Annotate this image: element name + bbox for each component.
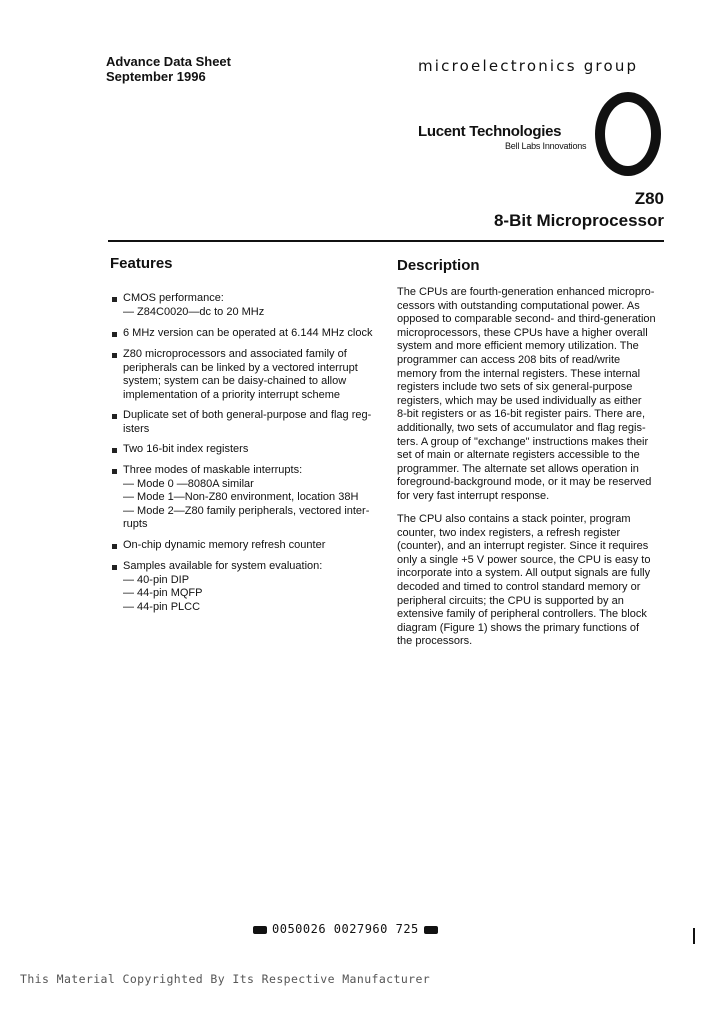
bullet-icon [112,448,117,453]
description-line: the processors. [397,635,473,648]
document-header [106,54,231,84]
group-name: microelectronics group [418,57,639,75]
company-tagline: Bell Labs Innovations [505,141,587,151]
description-line: system and more efficient memory utilization. The [397,340,639,353]
feature-line: CMOS performance: [123,292,224,304]
description-line: (counter), and an interrupt register. Since it requires [397,540,649,553]
feature-line: — Mode 2—Z80 family peripherals, vectored inter- [123,504,370,517]
feature-line: implementation of a priority interrupt scheme [123,388,341,401]
description-line: additionally, two sets of accumulator and flag regis- [397,422,646,434]
feature-line: — Mode 1—Non-Z80 environment, location 38H [123,491,359,504]
description-line: registers, which may be used individually as either [397,394,642,407]
feature-line: 6 MHz version can be operated at 6.144 MHz clock [123,327,373,339]
description-line: memory from the internal registers. These internal [397,367,641,380]
description-line: foreground-background mode, or it may be reserved [397,476,652,489]
feature-line: — 44-pin MQFP [123,587,203,600]
feature-line: — 44-pin PLCC [123,600,201,613]
description-line: only a single +5 V power source, the CPU is easy to [397,553,651,566]
description-line: registers include two sets of six general-purpose [397,381,633,394]
feature-line: system; system can be daisy-chained to allow [123,375,347,388]
barcode [248,922,443,936]
barcode-block-icon [424,926,438,934]
feature-line: rupts [123,518,148,531]
feature-line: Z80 microprocessors and associated family of [123,348,347,360]
lucent-ring-logo-icon [595,92,661,176]
description-line: microprocessors, these CPUs have a higher overall [397,326,648,339]
feature-line: On-chip dynamic memory refresh counter [123,539,326,551]
description-line: ters. A group of "exchange" instructions makes their [397,435,649,448]
description-line: cessors with outstanding computational power. As [397,299,640,312]
description-line: for very fast interrupt response. [397,490,550,502]
description-line: extensive family of peripheral controllers. The block [397,608,647,621]
description-line: opposed to comparable second- and third-generation [397,313,656,326]
feature-line: — 40-pin DIP [123,573,190,586]
company-logo-text: Lucent Technologies [418,123,562,140]
feature-line: — Z84C0020—dc to 20 MHz [123,305,265,318]
features-heading: Features [110,255,173,272]
description-line: decoded and timed to control standard memory or [397,581,641,593]
description-line: counter, two index registers, a refresh register [397,526,621,539]
doc-type: Advance Data Sheet [106,54,231,69]
bullet-icon [112,544,117,549]
barcode-number: 0050026 0027960 725 [272,922,419,936]
description-line: 8-bit registers or as 16-bit register pairs. There are, [397,408,646,421]
bullet-icon [112,332,117,337]
copyright-notice: This Material Copyrighted By Its Respective Manufacturer [20,972,431,986]
bullet-icon [112,565,117,570]
scan-mark [693,928,695,944]
feature-line: — Mode 0 —8080A similar [123,477,254,490]
description-line: programmer. The alternate set allows operation in [397,462,639,475]
feature-line: Two 16-bit index registers [123,443,249,455]
feature-line: Three modes of maskable interrupts: [123,464,303,476]
doc-date: September 1996 [106,69,206,84]
header-divider [108,240,664,242]
feature-line: Duplicate set of both general-purpose and flag reg- [123,409,372,421]
document-title: 8-Bit Microprocessor [493,211,664,230]
barcode-block-icon [253,926,267,934]
description-line: peripheral circuits; the CPU is supported by an [397,594,624,607]
bullet-icon [112,469,117,474]
description-line: The CPU also contains a stack pointer, program [397,513,631,525]
description-line: diagram (Figure 1) shows the primary functions of [397,621,640,634]
bullet-icon [112,414,117,419]
bullet-icon [112,353,117,358]
bullet-icon [112,297,117,302]
description-line: programmer can access 208 bits of read/write [397,354,621,366]
description-line: incorporate into a system. All output signals are fully [397,567,651,580]
feature-line: peripherals can be linked by a vectored interrupt [123,361,358,374]
description-line: The CPUs are fourth-generation enhanced micropro- [397,286,655,298]
description-line: set of main or alternate registers accessible to the [397,449,640,462]
feature-line: isters [123,422,150,435]
description-heading: Description [397,257,480,274]
feature-line: Samples available for system evaluation: [123,560,323,572]
part-number: Z80 [634,189,664,208]
